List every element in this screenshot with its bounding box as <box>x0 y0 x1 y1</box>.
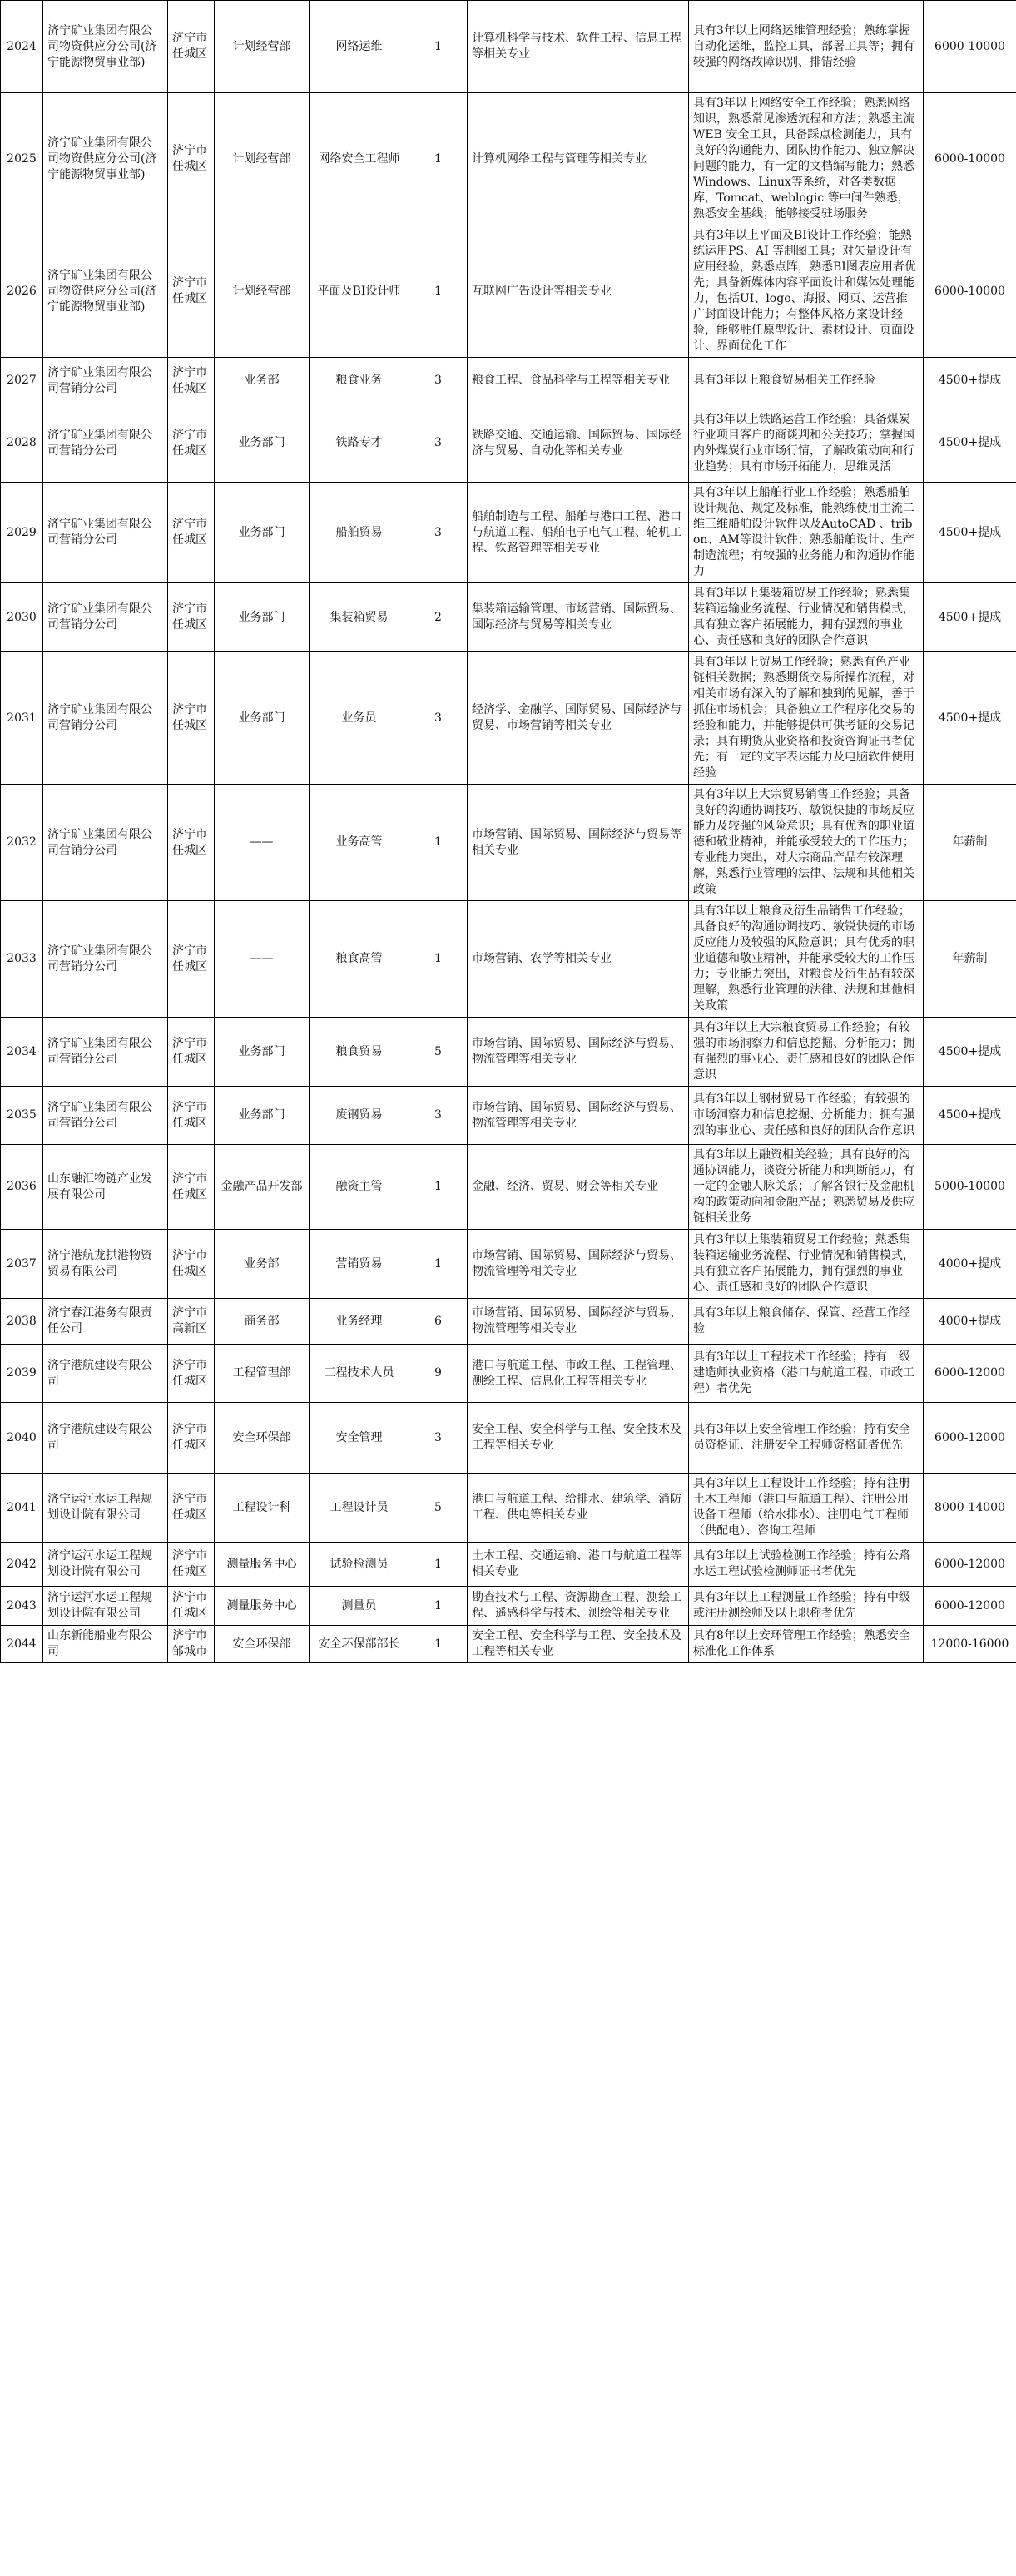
company-cell: 济宁矿业集团有限公司营销分公司 <box>43 404 168 483</box>
job-code-cell: 2028 <box>1 404 43 483</box>
requirements-cell: 具有3年以上平面及BI设计工作经验；能熟练运用PS、AI 等制图工具；对矢量设计有应用经验，熟悉点阵，熟悉BI图表应用者优先；具备新媒体内容平面设计和媒体处理能力，包括UI、logo、海报、网页、运营推广封面设计能力；有整体风格方案设计经验，能够胜任原型设计、素材设计、页面设计、界面优化工作 <box>689 225 924 358</box>
job-code-cell: 2043 <box>1 1587 43 1626</box>
major-cell: 市场营销、国际贸易、国际经济与贸易、物流管理等相关专业 <box>468 1018 689 1087</box>
position-cell: 铁路专才 <box>310 404 409 483</box>
department-cell: 业务部门 <box>215 483 310 583</box>
requirements-cell: 具有3年以上网络安全工作经验；熟悉网络知识，熟悉常见渗透流程和方法；熟悉主流WEB 安全工具，具备踩点检测能力，具有良好的沟通能力、团队协作能力、独立解决问题的能力，有一定的文档编写能力；熟悉Windows、Linux等系统，对各类数据库，Tomcat、weblogic 等中间件熟悉，熟悉安全基线；能够接受驻场服务 <box>689 93 924 225</box>
headcount-cell: 3 <box>409 652 468 785</box>
job-code-cell: 2024 <box>1 1 43 93</box>
requirements-cell: 具有3年以上网络运维管理经验；熟练掌握自动化运维，监控工具，部署工具等；拥有较强的网络故障识别、排错经验 <box>689 1 924 93</box>
position-cell: 集装箱贸易 <box>310 583 409 652</box>
salary-cell: 4000+提成 <box>924 1230 1016 1299</box>
position-cell: 测量员 <box>310 1587 409 1626</box>
headcount-cell: 1 <box>409 901 468 1018</box>
position-cell: 废钢贸易 <box>310 1087 409 1145</box>
location-cell: 济宁市任城区 <box>168 1087 215 1145</box>
requirements-cell: 具有3年以上贸易工作经验；熟悉有色产业链相关数据；熟悉期货交易所操作流程，对相关市场有深入的了解和独到的见解，善于抓住市场机会；具备独立工作程序化交易的经验和能力，并能够提供可供考证的交易记录；具有期货从业资格和投资咨询证书者优先；有一定的文字表达能力及电脑软件使用经验 <box>689 652 924 785</box>
company-cell: 山东新能船业有限公司 <box>43 1626 168 1663</box>
salary-cell: 6000-10000 <box>924 225 1016 358</box>
location-cell: 济宁市任城区 <box>168 404 215 483</box>
position-cell: 工程技术人员 <box>310 1345 409 1403</box>
headcount-cell: 1 <box>409 1 468 93</box>
major-cell: 市场营销、农学等相关专业 <box>468 901 689 1018</box>
job-code-cell: 2044 <box>1 1626 43 1663</box>
department-cell: 测量服务中心 <box>215 1543 310 1587</box>
requirements-cell: 具有3年以上粮食储存、保管、经营工作经验 <box>689 1299 924 1345</box>
location-cell: 济宁市邹城市 <box>168 1626 215 1663</box>
location-cell: 济宁市任城区 <box>168 652 215 785</box>
job-code-cell: 2025 <box>1 93 43 225</box>
company-cell: 山东融汇物链产业发展有限公司 <box>43 1145 168 1230</box>
table-row <box>1 901 1016 1018</box>
major-cell: 计算机科学与技术、软件工程、信息工程等相关专业 <box>468 1 689 93</box>
job-code-cell: 2040 <box>1 1403 43 1474</box>
department-cell: 金融产品开发部 <box>215 1145 310 1230</box>
salary-cell: 6000-12000 <box>924 1587 1016 1626</box>
major-cell: 金融、经济、贸易、财会等相关专业 <box>468 1145 689 1230</box>
headcount-cell: 3 <box>409 483 468 583</box>
table-row <box>1 1 1016 93</box>
table-row <box>1 1145 1016 1230</box>
salary-cell: 6000-10000 <box>924 1 1016 93</box>
company-cell: 济宁港航建设有限公司 <box>43 1345 168 1403</box>
salary-cell: 4500+提成 <box>924 583 1016 652</box>
table-row <box>1 404 1016 483</box>
requirements-cell: 具有3年以上安全管理工作经验；持有安全员资格证、注册安全工程师资格证者优先 <box>689 1403 924 1474</box>
table-row <box>1 93 1016 225</box>
position-cell: 粮食贸易 <box>310 1018 409 1087</box>
position-cell: 平面及BI设计师 <box>310 225 409 358</box>
department-cell: 计划经营部 <box>215 225 310 358</box>
table-row <box>1 1474 1016 1543</box>
headcount-cell: 3 <box>409 1403 468 1474</box>
requirements-cell: 具有3年以上工程技术工作经验；持有一级建造师执业资格（港口与航道工程、市政工程）者优先 <box>689 1345 924 1403</box>
position-cell: 营销贸易 <box>310 1230 409 1299</box>
job-code-cell: 2026 <box>1 225 43 358</box>
headcount-cell: 9 <box>409 1345 468 1403</box>
table-row <box>1 225 1016 358</box>
headcount-cell: 3 <box>409 404 468 483</box>
headcount-cell: 1 <box>409 225 468 358</box>
company-cell: 济宁矿业集团有限公司营销分公司 <box>43 358 168 404</box>
table-row <box>1 358 1016 404</box>
major-cell: 市场营销、国际贸易、国际经济与贸易、物流管理等相关专业 <box>468 1299 689 1345</box>
headcount-cell: 1 <box>409 1626 468 1663</box>
location-cell: 济宁市任城区 <box>168 358 215 404</box>
position-cell: 安全环保部部长 <box>310 1626 409 1663</box>
location-cell: 济宁市任城区 <box>168 583 215 652</box>
requirements-cell: 具有3年以上船舶行业工作经验；熟悉船舶设计规范、规定及标准，能熟练使用主流二维三维船舶设计软件以及AutoCAD 、tribon、AM等设计软件；熟悉船舶设计、生产制造流程；有较强的业务能力和沟通协作能力 <box>689 483 924 583</box>
department-cell: 计划经营部 <box>215 1 310 93</box>
location-cell: 济宁市任城区 <box>168 483 215 583</box>
department-cell: 业务部门 <box>215 652 310 785</box>
major-cell: 互联网广告设计等相关专业 <box>468 225 689 358</box>
requirements-cell: 具有3年以上大宗粮食贸易工作经验；有较强的市场洞察力和信息挖掘、分析能力；拥有强烈的事业心、责任感和良好的团队合作意识 <box>689 1018 924 1087</box>
table-row <box>1 785 1016 901</box>
job-code-cell: 2035 <box>1 1087 43 1145</box>
position-cell: 船舶贸易 <box>310 483 409 583</box>
department-cell: 业务部门 <box>215 1018 310 1087</box>
requirements-cell: 具有3年以上工程设计工作经验；持有注册土木工程师（港口与航道工程）、注册公用设备工程师（给水排水）、注册电气工程师（供配电）、咨询工程师 <box>689 1474 924 1543</box>
major-cell: 安全工程、安全科学与工程、安全技术及工程等相关专业 <box>468 1626 689 1663</box>
requirements-cell: 具有3年以上工程测量工作经验；持有中级或注册测绘师及以上职称者优先 <box>689 1587 924 1626</box>
headcount-cell: 5 <box>409 1018 468 1087</box>
major-cell: 土木工程、交通运输、港口与航道工程等相关专业 <box>468 1543 689 1587</box>
requirements-cell: 具有3年以上集装箱贸易工作经验；熟悉集装箱运输业务流程、行业情况和销售模式，具有独立客户拓展能力，拥有强烈的事业心、责任感和良好的团队合作意识 <box>689 1230 924 1299</box>
company-cell: 济宁矿业集团有限公司物资供应分公司(济宁能源物贸事业部) <box>43 93 168 225</box>
headcount-cell: 1 <box>409 1145 468 1230</box>
company-cell: 济宁春江港务有限责任公司 <box>43 1299 168 1345</box>
department-cell: 工程设计科 <box>215 1474 310 1543</box>
job-code-cell: 2027 <box>1 358 43 404</box>
position-cell: 业务员 <box>310 652 409 785</box>
requirements-cell: 具有3年以上试验检测工作经验；持有公路水运工程试验检测师证书者优先 <box>689 1543 924 1587</box>
company-cell: 济宁运河水运工程规划设计院有限公司 <box>43 1587 168 1626</box>
company-cell: 济宁港航建设有限公司 <box>43 1403 168 1474</box>
major-cell: 经济学、金融学、国际贸易、国际经济与贸易、市场营销等相关专业 <box>468 652 689 785</box>
company-cell: 济宁运河水运工程规划设计院有限公司 <box>43 1543 168 1587</box>
position-cell: 粮食高管 <box>310 901 409 1018</box>
salary-cell: 4500+提成 <box>924 1087 1016 1145</box>
salary-cell: 年薪制 <box>924 785 1016 901</box>
salary-cell: 5000-10000 <box>924 1145 1016 1230</box>
location-cell: 济宁市任城区 <box>168 1403 215 1474</box>
department-cell: 业务部门 <box>215 583 310 652</box>
department-cell: —— <box>215 901 310 1018</box>
requirements-cell: 具有3年以上集装箱贸易工作经验；熟悉集装箱运输业务流程、行业情况和销售模式，具有独立客户拓展能力，拥有强烈的事业心、责任感和良好的团队合作意识 <box>689 583 924 652</box>
department-cell: 业务部门 <box>215 1087 310 1145</box>
headcount-cell: 1 <box>409 1230 468 1299</box>
headcount-cell: 1 <box>409 1543 468 1587</box>
job-code-cell: 2029 <box>1 483 43 583</box>
location-cell: 济宁市任城区 <box>168 901 215 1018</box>
location-cell: 济宁市任城区 <box>168 1145 215 1230</box>
salary-cell: 6000-12000 <box>924 1403 1016 1474</box>
salary-cell: 6000-12000 <box>924 1543 1016 1587</box>
position-cell: 粮食业务 <box>310 358 409 404</box>
position-cell: 融资主管 <box>310 1145 409 1230</box>
requirements-cell: 具有3年以上大宗贸易销售工作经验；具备良好的沟通协调技巧、敏锐快捷的市场反应能力及较强的风险意识；具有优秀的职业道德和敬业精神，并能承受较大的工作压力；专业能力突出，对大宗商品产品有较深理解，熟悉行业管理的法律、法规和其他相关政策 <box>689 785 924 901</box>
salary-cell: 年薪制 <box>924 901 1016 1018</box>
headcount-cell: 1 <box>409 1587 468 1626</box>
table-row <box>1 1587 1016 1626</box>
location-cell: 济宁市任城区 <box>168 1230 215 1299</box>
job-code-cell: 2037 <box>1 1230 43 1299</box>
salary-cell: 6000-12000 <box>924 1345 1016 1403</box>
major-cell: 集装箱运输管理、市场营销、国际贸易、国际经济与贸易等相关专业 <box>468 583 689 652</box>
requirements-cell: 具有3年以上融资相关经验；具有良好的沟通协调能力，谈资分析能力和判断能力，有一定的金融人脉关系；了解各银行及金融机构的政策动向和金融产品；熟悉贸易及供应链相关业务 <box>689 1145 924 1230</box>
position-cell: 工程设计员 <box>310 1474 409 1543</box>
job-code-cell: 2032 <box>1 785 43 901</box>
table-row <box>1 583 1016 652</box>
department-cell: 计划经营部 <box>215 93 310 225</box>
major-cell: 港口与航道工程、给排水、建筑学、消防工程、供电等相关专业 <box>468 1474 689 1543</box>
salary-cell: 4500+提成 <box>924 1018 1016 1087</box>
position-cell: 安全管理 <box>310 1403 409 1474</box>
department-cell: 工程管理部 <box>215 1345 310 1403</box>
major-cell: 粮食工程、食品科学与工程等相关专业 <box>468 358 689 404</box>
table-row <box>1 483 1016 583</box>
job-code-cell: 2038 <box>1 1299 43 1345</box>
requirements-cell: 具有3年以上粮食贸易相关工作经验 <box>689 358 924 404</box>
company-cell: 济宁港航龙拱港物资贸易有限公司 <box>43 1230 168 1299</box>
major-cell: 勘查技术与工程、资源勘查工程、测绘工程、遥感科学与技术、测绘等相关专业 <box>468 1587 689 1626</box>
table-row <box>1 652 1016 785</box>
position-cell: 业务高管 <box>310 785 409 901</box>
salary-cell: 8000-14000 <box>924 1474 1016 1543</box>
company-cell: 济宁矿业集团有限公司营销分公司 <box>43 583 168 652</box>
location-cell: 济宁市任城区 <box>168 1 215 93</box>
job-code-cell: 2042 <box>1 1543 43 1587</box>
headcount-cell: 5 <box>409 1474 468 1543</box>
major-cell: 港口与航道工程、市政工程、工程管理、测绘工程、信息化工程等相关专业 <box>468 1345 689 1403</box>
company-cell: 济宁矿业集团有限公司物资供应分公司(济宁能源物贸事业部) <box>43 1 168 93</box>
location-cell: 济宁市任城区 <box>168 1345 215 1403</box>
department-cell: 安全环保部 <box>215 1626 310 1663</box>
location-cell: 济宁市任城区 <box>168 93 215 225</box>
major-cell: 市场营销、国际贸易、国际经济与贸易等相关专业 <box>468 785 689 901</box>
location-cell: 济宁市任城区 <box>168 785 215 901</box>
location-cell: 济宁市任城区 <box>168 225 215 358</box>
salary-cell: 4500+提成 <box>924 652 1016 785</box>
company-cell: 济宁矿业集团有限公司营销分公司 <box>43 652 168 785</box>
position-cell: 网络运维 <box>310 1 409 93</box>
job-code-cell: 2033 <box>1 901 43 1018</box>
major-cell: 铁路交通、交通运输、国际贸易、国际经济与贸易、自动化等相关专业 <box>468 404 689 483</box>
job-code-cell: 2034 <box>1 1018 43 1087</box>
location-cell: 济宁市任城区 <box>168 1587 215 1626</box>
table-row <box>1 1230 1016 1299</box>
job-code-cell: 2031 <box>1 652 43 785</box>
company-cell: 济宁矿业集团有限公司物资供应分公司(济宁能源物贸事业部) <box>43 225 168 358</box>
headcount-cell: 1 <box>409 93 468 225</box>
table-row <box>1 1345 1016 1403</box>
headcount-cell: 3 <box>409 1087 468 1145</box>
company-cell: 济宁运河水运工程规划设计院有限公司 <box>43 1474 168 1543</box>
table-row <box>1 1018 1016 1087</box>
job-code-cell: 2036 <box>1 1145 43 1230</box>
position-cell: 试验检测员 <box>310 1543 409 1587</box>
major-cell: 计算机网络工程与管理等相关专业 <box>468 93 689 225</box>
salary-cell: 12000-16000 <box>924 1626 1016 1663</box>
position-cell: 业务经理 <box>310 1299 409 1345</box>
table-row <box>1 1403 1016 1474</box>
salary-cell: 4500+提成 <box>924 404 1016 483</box>
table-row <box>1 1626 1016 1663</box>
job-code-cell: 2039 <box>1 1345 43 1403</box>
department-cell: —— <box>215 785 310 901</box>
headcount-cell: 2 <box>409 583 468 652</box>
position-cell: 网络安全工程师 <box>310 93 409 225</box>
company-cell: 济宁矿业集团有限公司营销分公司 <box>43 901 168 1018</box>
job-code-cell: 2041 <box>1 1474 43 1543</box>
requirements-cell: 具有3年以上钢材贸易工作经验；有较强的市场洞察力和信息挖掘、分析能力；拥有强烈的事业心、责任感和良好的团队合作意识 <box>689 1087 924 1145</box>
table-row <box>1 1299 1016 1345</box>
requirements-cell: 具有3年以上粮食及衍生品销售工作经验；具备良好的沟通协调技巧、敏锐快捷的市场反应能力及较强的风险意识；具有优秀的职业道德和敬业精神，并能承受较大的工作压力；专业能力突出，对粮食及衍生品有较深理解，熟悉行业管理的法律、法规和其他相关政策 <box>689 901 924 1018</box>
requirements-cell: 具有8年以上安环管理工作经验；熟悉安全标准化工作体系 <box>689 1626 924 1663</box>
department-cell: 商务部 <box>215 1299 310 1345</box>
salary-cell: 6000-10000 <box>924 93 1016 225</box>
company-cell: 济宁矿业集团有限公司营销分公司 <box>43 483 168 583</box>
department-cell: 业务部 <box>215 358 310 404</box>
company-cell: 济宁矿业集团有限公司营销分公司 <box>43 1018 168 1087</box>
table-body <box>1 1 1016 1663</box>
salary-cell: 4000+提成 <box>924 1299 1016 1345</box>
major-cell: 安全工程、安全科学与工程、安全技术及工程等相关专业 <box>468 1403 689 1474</box>
salary-cell: 4500+提成 <box>924 483 1016 583</box>
location-cell: 济宁市任城区 <box>168 1543 215 1587</box>
headcount-cell: 3 <box>409 358 468 404</box>
location-cell: 济宁市任城区 <box>168 1018 215 1087</box>
job-code-cell: 2030 <box>1 583 43 652</box>
requirements-cell: 具有3年以上铁路运营工作经验；具备煤炭行业项目客户的商谈判和公关技巧；掌握国内外煤炭行业市场行情，了解政策动向和行业趋势；具有市场开拓能力，思维灵活 <box>689 404 924 483</box>
table-row <box>1 1087 1016 1145</box>
major-cell: 市场营销、国际贸易、国际经济与贸易、物流管理等相关专业 <box>468 1230 689 1299</box>
location-cell: 济宁市高新区 <box>168 1299 215 1345</box>
department-cell: 业务部门 <box>215 404 310 483</box>
department-cell: 安全环保部 <box>215 1403 310 1474</box>
major-cell: 市场营销、国际贸易、国际经济与贸易、物流管理等相关专业 <box>468 1087 689 1145</box>
company-cell: 济宁矿业集团有限公司营销分公司 <box>43 1087 168 1145</box>
salary-cell: 4500+提成 <box>924 358 1016 404</box>
headcount-cell: 6 <box>409 1299 468 1345</box>
department-cell: 业务部 <box>215 1230 310 1299</box>
major-cell: 船舶制造与工程、船舶与港口工程、港口与航道工程、船舶电子电气工程、轮机工程、铁路管理等相关专业 <box>468 483 689 583</box>
company-cell: 济宁矿业集团有限公司营销分公司 <box>43 785 168 901</box>
department-cell: 测量服务中心 <box>215 1587 310 1626</box>
table-row <box>1 1543 1016 1587</box>
location-cell: 济宁市任城区 <box>168 1474 215 1543</box>
headcount-cell: 1 <box>409 785 468 901</box>
